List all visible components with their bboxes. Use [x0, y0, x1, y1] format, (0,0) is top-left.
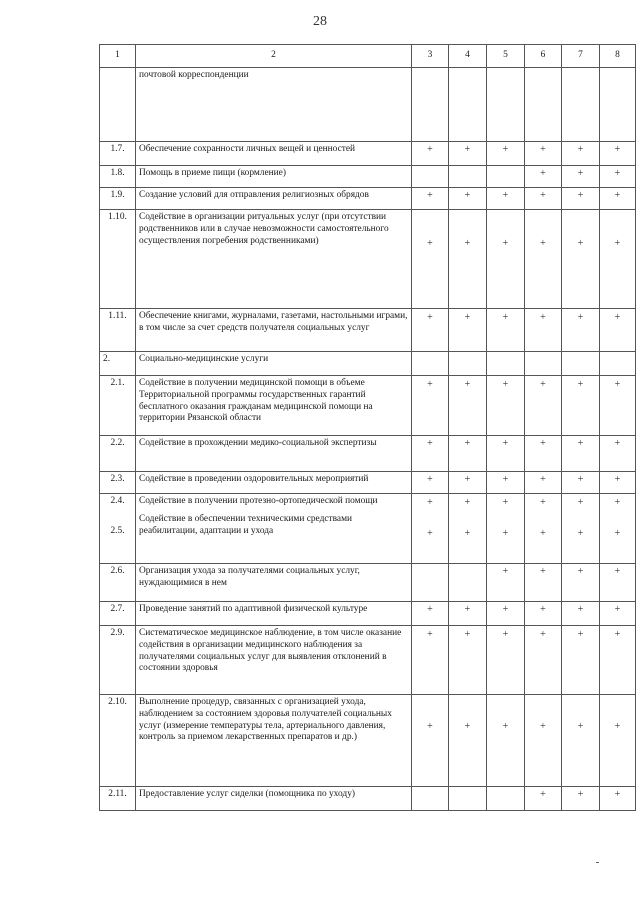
mark-cell: [525, 494, 562, 564]
mark-cell: +: [487, 695, 525, 787]
mark-cell: [525, 68, 562, 142]
row-number: 2.9.: [100, 626, 136, 695]
mark-cell: +: [600, 188, 636, 210]
mark-cell: +: [412, 472, 449, 494]
mark-cell: +: [562, 564, 600, 602]
mark-cell: [562, 352, 600, 376]
mark: +: [502, 527, 509, 539]
mark-cell: +: [487, 626, 525, 695]
mark-cell: +: [600, 376, 636, 436]
service-name: [136, 494, 412, 564]
mark: +: [502, 497, 509, 508]
mark-cell: +: [449, 602, 487, 626]
mark-cell: +: [562, 188, 600, 210]
mark: +: [464, 497, 471, 508]
mark-cell: +: [449, 436, 487, 472]
mark-cell: +: [600, 309, 636, 352]
mark-cell: +: [487, 309, 525, 352]
table-row: [100, 352, 636, 376]
mark-cell: +: [487, 210, 525, 309]
page-number: 28: [313, 14, 327, 29]
mark-cell: [449, 787, 487, 811]
mark-cell: +: [449, 188, 487, 210]
mark-cell: +: [525, 695, 562, 787]
mark-cell: +: [412, 142, 449, 166]
mark: +: [577, 497, 584, 508]
table-row: [100, 695, 636, 787]
table-row: [100, 564, 636, 602]
mark-cell: [449, 68, 487, 142]
mark-cell: +: [412, 626, 449, 695]
mark-cell: +: [562, 436, 600, 472]
row-number: 2.: [100, 352, 136, 376]
column-header: 6: [525, 45, 562, 68]
row-number: 2.7.: [100, 602, 136, 626]
mark-cell: +: [449, 376, 487, 436]
mark-cell: +: [412, 436, 449, 472]
service-name: Организация ухода за получателями социальных услуг, нуждающимися в нем: [136, 564, 412, 602]
mark: +: [464, 527, 471, 539]
table-row: [100, 472, 636, 494]
mark-cell: [449, 166, 487, 188]
mark-cell: [525, 352, 562, 376]
mark: +: [577, 527, 584, 539]
mark: +: [614, 497, 621, 508]
service-name: Выполнение процедур, связанных с организацией ухода, наблюдением за состоянием здоровья получателей социальных услуг (измерение температуры тела, артериального давления, контроль за приемом лекарственных препаратов и др.): [136, 695, 412, 787]
mark: +: [427, 527, 433, 539]
row-number: 1.11.: [100, 309, 136, 352]
mark-cell: +: [487, 564, 525, 602]
mark-cell: +: [562, 626, 600, 695]
mark: +: [540, 527, 546, 539]
mark-cell: +: [562, 602, 600, 626]
header-row: [100, 45, 636, 68]
mark-cell: +: [600, 142, 636, 166]
column-header: 4: [449, 45, 487, 68]
service-name: Создание условий для отправления религиозных обрядов: [136, 188, 412, 210]
mark-cell: +: [412, 695, 449, 787]
mark-cell: [562, 494, 600, 564]
row-number: [100, 494, 136, 564]
mark-cell: +: [449, 142, 487, 166]
mark-cell: +: [525, 166, 562, 188]
mark-cell: +: [600, 602, 636, 626]
mark-cell: +: [600, 695, 636, 787]
table-row: [100, 188, 636, 210]
mark-cell: +: [525, 787, 562, 811]
service-name: Обеспечение сохранности личных вещей и ценностей: [136, 142, 412, 166]
row-number: 2.5.: [110, 525, 125, 536]
mark-cell: [412, 494, 449, 564]
table-row: [100, 142, 636, 166]
mark-cell: +: [525, 376, 562, 436]
mark-cell: +: [562, 472, 600, 494]
table-row: [100, 376, 636, 436]
column-header: 8: [600, 45, 636, 68]
mark-cell: +: [600, 564, 636, 602]
mark-cell: +: [525, 626, 562, 695]
row-number: 1.10.: [100, 210, 136, 309]
mark-cell: +: [562, 695, 600, 787]
column-header: 5: [487, 45, 525, 68]
mark-cell: [600, 352, 636, 376]
mark-cell: +: [525, 309, 562, 352]
table-row: [100, 210, 636, 309]
mark-cell: +: [562, 376, 600, 436]
mark-cell: [412, 166, 449, 188]
row-number: 2.3.: [100, 472, 136, 494]
mark-cell: +: [525, 142, 562, 166]
column-header: 3: [412, 45, 449, 68]
mark-cell: +: [449, 626, 487, 695]
service-name: Содействие в организации ритуальных услуг (при отсутствии родственников или в случае невозможности самостоятельного осуществления погребения родственниками): [136, 210, 412, 309]
mark-cell: +: [525, 564, 562, 602]
row-number: 2.1.: [100, 376, 136, 436]
mark-cell: +: [562, 210, 600, 309]
mark-cell: +: [412, 309, 449, 352]
mark-cell: [449, 494, 487, 564]
mark-cell: +: [600, 210, 636, 309]
service-name: почтовой корреспонденции: [136, 68, 412, 142]
service-name: Содействие в проведении оздоровительных мероприятий: [136, 472, 412, 494]
column-header: 1: [100, 45, 136, 68]
mark-cell: +: [525, 436, 562, 472]
mark-cell: +: [487, 602, 525, 626]
mark-cell: +: [562, 309, 600, 352]
row-number: 2.6.: [100, 564, 136, 602]
row-number: 2.11.: [100, 787, 136, 811]
mark-cell: +: [525, 188, 562, 210]
mark-cell: [449, 352, 487, 376]
row-number: 1.9.: [100, 188, 136, 210]
mark-cell: +: [562, 787, 600, 811]
column-header: 7: [562, 45, 600, 68]
mark-cell: +: [412, 376, 449, 436]
row-number: 2.2.: [100, 436, 136, 472]
mark-cell: [562, 68, 600, 142]
table-row: [100, 494, 636, 564]
service-name: Систематическое медицинское наблюдение, в том числе оказание содействия в организации медицинского наблюдения за получателями социальных услуг для выявления отклонений в состоянии здоровья: [136, 626, 412, 695]
mark: +: [540, 497, 546, 508]
mark: +: [427, 497, 433, 508]
table-row: [100, 787, 636, 811]
services-table: [99, 44, 636, 811]
row-number: [100, 68, 136, 142]
mark-cell: [412, 564, 449, 602]
mark-cell: [600, 494, 636, 564]
row-number: 1.8.: [100, 166, 136, 188]
mark-cell: +: [525, 210, 562, 309]
mark-cell: +: [449, 472, 487, 494]
mark-cell: [412, 68, 449, 142]
table-row: [100, 626, 636, 695]
mark-cell: [449, 564, 487, 602]
section-title: Социально-медицинские услуги: [136, 352, 412, 376]
table-row: [100, 68, 636, 142]
scan-mark: [596, 862, 599, 863]
table-row: [100, 166, 636, 188]
mark-cell: +: [449, 309, 487, 352]
mark-cell: +: [525, 602, 562, 626]
service-name: Обеспечение книгами, журналами, газетами, настольными играми, в том числе за счет средств получателя социальных услуг: [136, 309, 412, 352]
mark-cell: [487, 166, 525, 188]
mark-cell: [487, 352, 525, 376]
mark-cell: +: [562, 166, 600, 188]
mark-cell: [487, 787, 525, 811]
mark-cell: +: [600, 166, 636, 188]
mark-cell: +: [487, 142, 525, 166]
mark-cell: +: [487, 188, 525, 210]
mark-cell: +: [412, 188, 449, 210]
service-name: Проведение занятий по адаптивной физической культуре: [136, 602, 412, 626]
service-name: Содействие в получении протезно-ортопедической помощи: [139, 496, 378, 506]
mark-cell: +: [487, 436, 525, 472]
mark-cell: +: [487, 376, 525, 436]
mark-cell: +: [412, 210, 449, 309]
table-row: [100, 602, 636, 626]
mark-cell: +: [525, 472, 562, 494]
row-number: 2.10.: [100, 695, 136, 787]
column-header: 2: [136, 45, 412, 68]
mark-cell: +: [562, 142, 600, 166]
mark-cell: [487, 494, 525, 564]
service-name: Предоставление услуг сиделки (помощника по уходу): [136, 787, 412, 811]
row-number: 2.4.: [110, 496, 125, 506]
service-name: Содействие в обеспечении техническими средствами реабилитации, адаптации и ухода: [139, 513, 353, 536]
mark-cell: [600, 68, 636, 142]
service-name: Помощь в приеме пищи (кормление): [136, 166, 412, 188]
mark-cell: +: [600, 626, 636, 695]
mark-cell: +: [449, 695, 487, 787]
mark-cell: [412, 787, 449, 811]
mark-cell: +: [600, 787, 636, 811]
mark-cell: +: [487, 472, 525, 494]
service-name: Содействие в получении медицинской помощи в объеме Территориальной программы государственных гарантий бесплатного оказания гражданам медицинской помощи на территории Рязанской области: [136, 376, 412, 436]
mark-cell: [412, 352, 449, 376]
mark-cell: +: [600, 436, 636, 472]
mark-cell: [487, 68, 525, 142]
mark-cell: +: [412, 602, 449, 626]
mark-cell: +: [600, 472, 636, 494]
mark: +: [614, 527, 621, 539]
table-row: [100, 309, 636, 352]
table-row: [100, 436, 636, 472]
service-name: Содействие в прохождении медико-социальной экспертизы: [136, 436, 412, 472]
row-number: 1.7.: [100, 142, 136, 166]
mark-cell: +: [449, 210, 487, 309]
